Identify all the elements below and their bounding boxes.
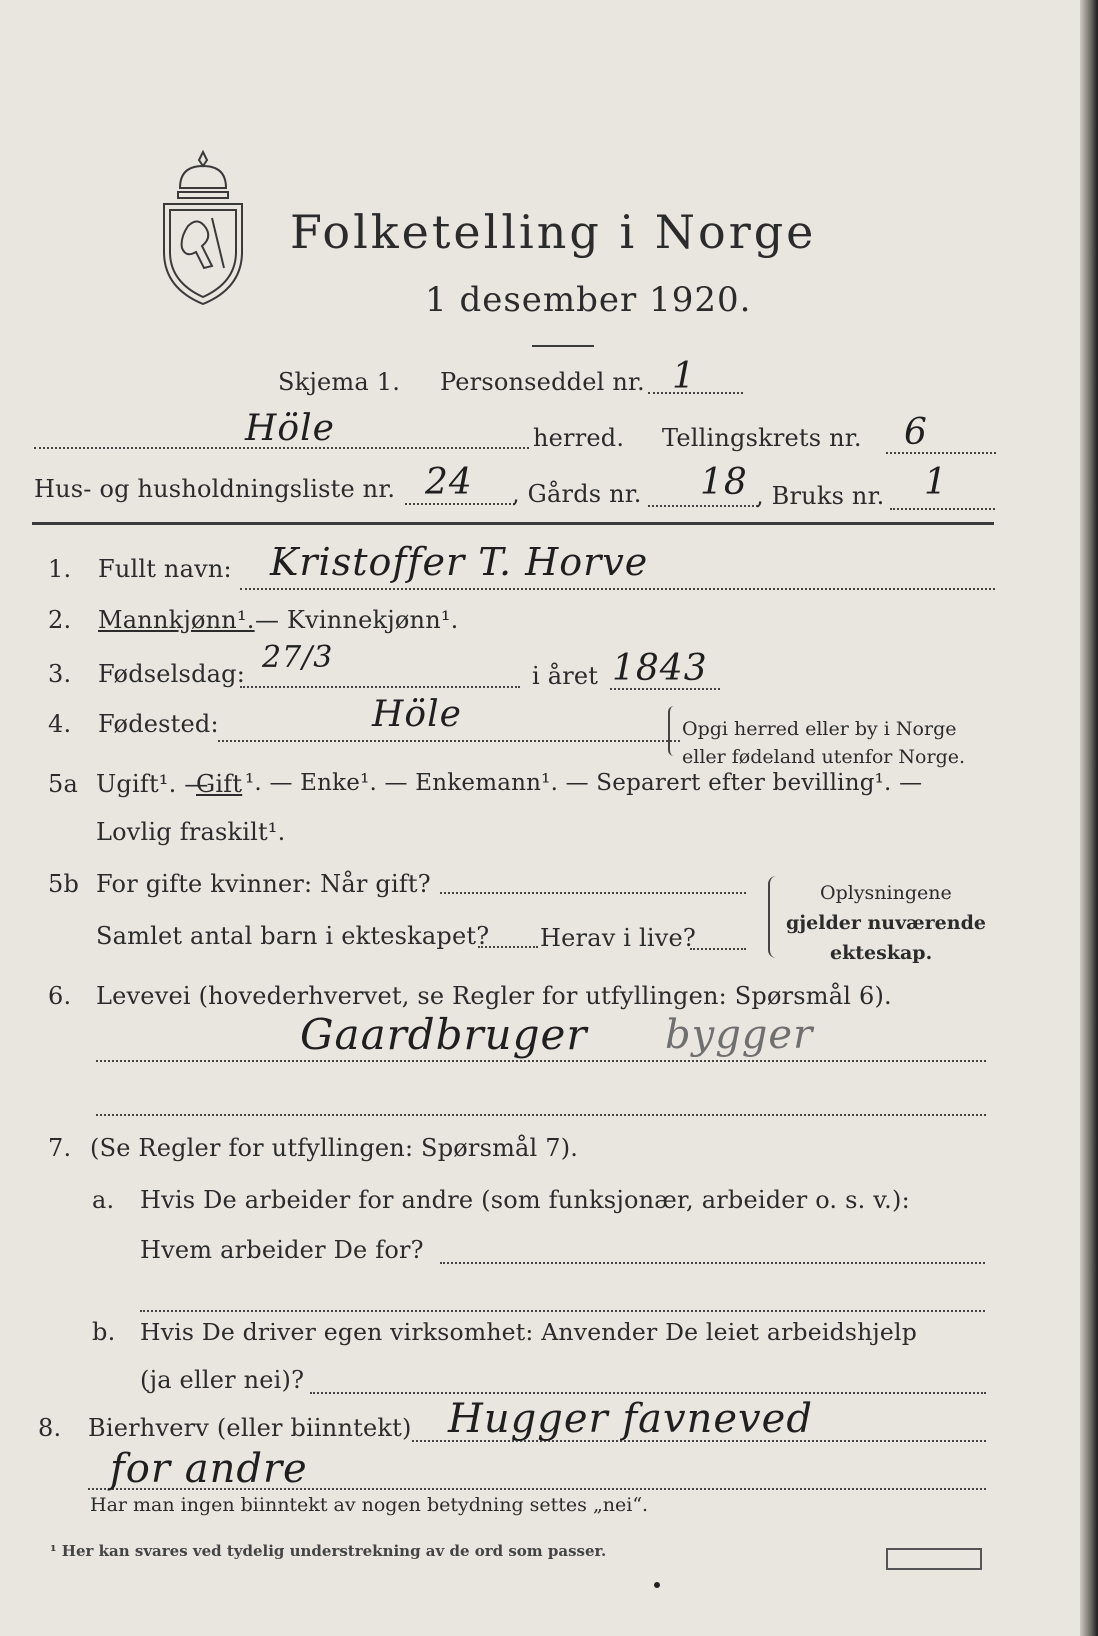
q5b-married-when-label: For gifte kvinner: Når gift? bbox=[96, 870, 431, 898]
q5b-note-line3: ekteskap. bbox=[830, 942, 933, 964]
q5b-bracket bbox=[768, 876, 780, 958]
q7a-letter: a. bbox=[92, 1186, 115, 1214]
personseddel-label: Personseddel nr. bbox=[440, 368, 645, 396]
q5b-alive-label: Herav i live? bbox=[540, 924, 696, 952]
form-date: 1 desember 1920. bbox=[425, 280, 752, 320]
q4-note-line2: eller fødeland utenfor Norge. bbox=[682, 746, 966, 768]
q5a-number: 5a bbox=[48, 770, 78, 798]
herred-value[interactable]: Höle bbox=[245, 408, 335, 449]
bruks-label: , Bruks nr. bbox=[756, 482, 885, 510]
q7b-letter: b. bbox=[92, 1318, 116, 1346]
q1-label: Fullt navn: bbox=[98, 555, 232, 583]
footnote: ¹ Her kan svares ved tydelig understrekning av de ord som passer. bbox=[50, 1542, 607, 1560]
ink-dot bbox=[654, 1582, 660, 1588]
q1-number: 1. bbox=[48, 555, 72, 583]
hus-value[interactable]: 24 bbox=[425, 462, 473, 503]
q5a-divorced-option[interactable]: Lovlig fraskilt¹. bbox=[96, 818, 286, 846]
coat-of-arms-icon bbox=[158, 148, 248, 308]
gards-label: , Gårds nr. bbox=[512, 480, 642, 508]
q4-note-line1: Opgi herred eller by i Norge bbox=[682, 718, 957, 740]
q8-note: Har man ingen biinntekt av nogen betydning settes „nei“. bbox=[90, 1494, 649, 1516]
tellingskrets-value[interactable]: 6 bbox=[904, 412, 928, 453]
q7a-line1: Hvis De arbeider for andre (som funksjonær, arbeider o. s. v.): bbox=[140, 1186, 910, 1214]
form-title: Folketelling i Norge bbox=[290, 205, 817, 259]
hus-label: Hus- og husholdningsliste nr. bbox=[34, 475, 396, 503]
bruks-value[interactable]: 1 bbox=[924, 462, 948, 503]
full-name-value[interactable]: Kristoffer T. Horve bbox=[270, 540, 649, 584]
skjema-label: Skjema 1. bbox=[278, 368, 401, 396]
title-divider bbox=[532, 345, 594, 347]
occupation-value[interactable]: Gaardbruger bbox=[300, 1010, 588, 1059]
q4-number: 4. bbox=[48, 710, 72, 738]
birthplace-value[interactable]: Höle bbox=[372, 694, 462, 735]
q4-bracket bbox=[668, 706, 678, 756]
personseddel-value[interactable]: 1 bbox=[672, 356, 696, 397]
q5a-other-options[interactable]: ¹. — Enke¹. — Enkemann¹. — Separert efter bevilling¹. — bbox=[245, 770, 923, 796]
q5b-note-line2: gjelder nuværende bbox=[786, 912, 986, 934]
q3-year-label: i året bbox=[532, 662, 599, 690]
q5b-children-label: Samlet antal barn i ekteskapet? bbox=[96, 922, 490, 950]
birthday-value[interactable]: 27/3 bbox=[262, 640, 334, 675]
q3-number: 3. bbox=[48, 660, 72, 688]
q5b-number: 5b bbox=[48, 870, 80, 898]
q7a-line2: Hvem arbeider De for? bbox=[140, 1236, 424, 1264]
q4-label: Fødested: bbox=[98, 710, 219, 738]
q7-label: (Se Regler for utfyllingen: Spørsmål 7). bbox=[90, 1134, 579, 1162]
q3-label: Fødselsdag: bbox=[98, 660, 245, 688]
q6-number: 6. bbox=[48, 982, 72, 1010]
q8-label: Bierhverv (eller biinntekt) bbox=[88, 1414, 412, 1442]
q2-male-option[interactable]: Mannkjønn¹. bbox=[98, 606, 255, 634]
q5a-unmarried-option[interactable]: Ugift¹. — bbox=[96, 770, 209, 798]
q7-number: 7. bbox=[48, 1134, 72, 1162]
q7b-line1: Hvis De driver egen virksomhet: Anvender De leiet arbeidshjelp bbox=[140, 1318, 917, 1346]
side-income-value-line2[interactable]: for andre bbox=[110, 1446, 308, 1492]
tellingskrets-label: Tellingskrets nr. bbox=[662, 424, 862, 452]
q8-number: 8. bbox=[38, 1414, 62, 1442]
side-income-value-line1[interactable]: Hugger favneved bbox=[448, 1396, 813, 1442]
q5a-married-option[interactable]: Gift bbox=[196, 770, 243, 798]
occupation-value-secondary[interactable]: bygger bbox=[665, 1012, 814, 1058]
q6-label: Levevei (hovederhvervet, se Regler for utfyllingen: Spørsmål 6). bbox=[96, 982, 892, 1010]
q7b-line2: (ja eller nei)? bbox=[140, 1366, 305, 1394]
gards-value[interactable]: 18 bbox=[700, 462, 748, 503]
q2-number: 2. bbox=[48, 606, 72, 634]
birth-year-value[interactable]: 1843 bbox=[612, 648, 708, 689]
herred-label: herred. bbox=[533, 424, 625, 452]
q5b-note-line1: Oplysningene bbox=[820, 882, 952, 904]
header-divider bbox=[32, 522, 994, 525]
printer-stamp bbox=[886, 1548, 982, 1570]
q2-female-option[interactable]: — Kvinnekjønn¹. bbox=[255, 606, 459, 634]
